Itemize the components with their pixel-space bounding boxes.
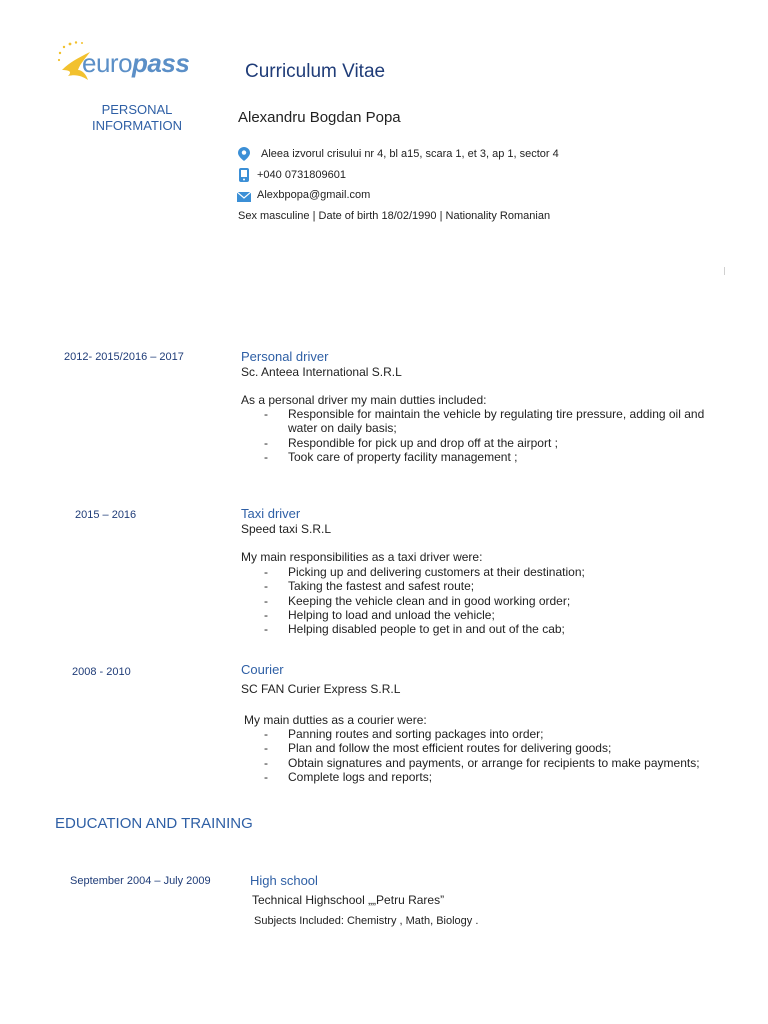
- experience-company: Sc. Anteea International S.R.L: [241, 365, 402, 379]
- experience-dates: 2008 - 2010: [72, 666, 131, 678]
- logo-pass: pass: [132, 48, 190, 78]
- education-dates: September 2004 – July 2009: [70, 875, 211, 887]
- experience-company: Speed taxi S.R.L: [241, 522, 332, 536]
- duty-item: - Helping disabled people to get in and out of the cab;: [241, 622, 721, 636]
- duty-item: - Respondible for pick up and drop off at the airport ;: [241, 436, 721, 450]
- experience-intro: My main dutties as a courier were:: [244, 713, 427, 727]
- europass-logo: [56, 40, 206, 86]
- personal-information-label: [72, 102, 202, 134]
- logo-euro: euro: [82, 48, 133, 78]
- duty-item: - Obtain signatures and payments, or arrange for recipients to make payments;: [241, 756, 721, 770]
- personal-label-line2: INFORMATION: [91, 118, 183, 133]
- personal-details: Sex masculine | Date of birth 18/02/1990 | Nationality Romanian: [238, 210, 551, 222]
- europass-wordmark: [82, 48, 189, 79]
- experience-intro: As a personal driver my main dutties included:: [241, 393, 487, 407]
- experience-duties: [241, 565, 721, 636]
- phone-icon: [239, 168, 249, 182]
- location-pin-icon: [238, 147, 250, 161]
- education-title: High school: [250, 873, 318, 888]
- full-name: Alexandru Bogdan Popa: [238, 109, 401, 126]
- experience-duties: [241, 727, 721, 784]
- page-mark: [724, 267, 725, 275]
- duty-item: - Panning routes and sorting packages into order;: [241, 727, 721, 741]
- experience-title: Personal driver: [241, 349, 329, 364]
- experience-company: SC FAN Curier Express S.R.L: [241, 682, 401, 696]
- duty-item-continuation: [241, 421, 721, 435]
- education-school: Technical Highschool „„Petru Rares”: [252, 893, 445, 907]
- education-heading: EDUCATION AND TRAINING: [55, 815, 253, 832]
- experience-dates: 2015 – 2016: [75, 509, 137, 521]
- duty-item: - Taking the fastest and safest route;: [241, 579, 721, 593]
- duty-item: - Picking up and delivering customers at their destination;: [241, 565, 721, 579]
- phone-text: +040 0731809601: [257, 169, 347, 181]
- experience-dates: 2012- 2015/2016 – 2017: [64, 351, 184, 363]
- duty-item: - Complete logs and reports;: [241, 770, 721, 784]
- duty-item: - Took care of property facility management ;: [241, 450, 721, 464]
- personal-label-line1: PERSONAL: [101, 102, 173, 117]
- duty-item: - Helping to load and unload the vehicle;: [241, 608, 721, 622]
- duty-item: - Plan and follow the most efficient routes for delivering goods;: [241, 741, 721, 755]
- experience-intro: My main responsibilities as a taxi driver were:: [241, 550, 483, 564]
- education-subjects: Subjects Included: Chemistry , Math, Biology .: [254, 915, 479, 927]
- duty-item: - Responsible for maintain the vehicle by regulating tire pressure, adding oil and: [241, 407, 721, 421]
- email-text: Alexbpopa@gmail.com: [257, 189, 371, 201]
- experience-title: Courier: [241, 662, 284, 677]
- document-title: Curriculum Vitae: [245, 61, 386, 82]
- experience-title: Taxi driver: [241, 506, 301, 521]
- experience-duties: [241, 407, 721, 464]
- duty-continuation-text: water on daily basis;: [288, 421, 397, 436]
- email-envelope-icon: [237, 192, 251, 202]
- duty-item: - Keeping the vehicle clean and in good working order;: [241, 594, 721, 608]
- address-text: Aleea izvorul crisului nr 4, bl a15, scara 1, et 3, ap 1, sector 4: [261, 148, 559, 160]
